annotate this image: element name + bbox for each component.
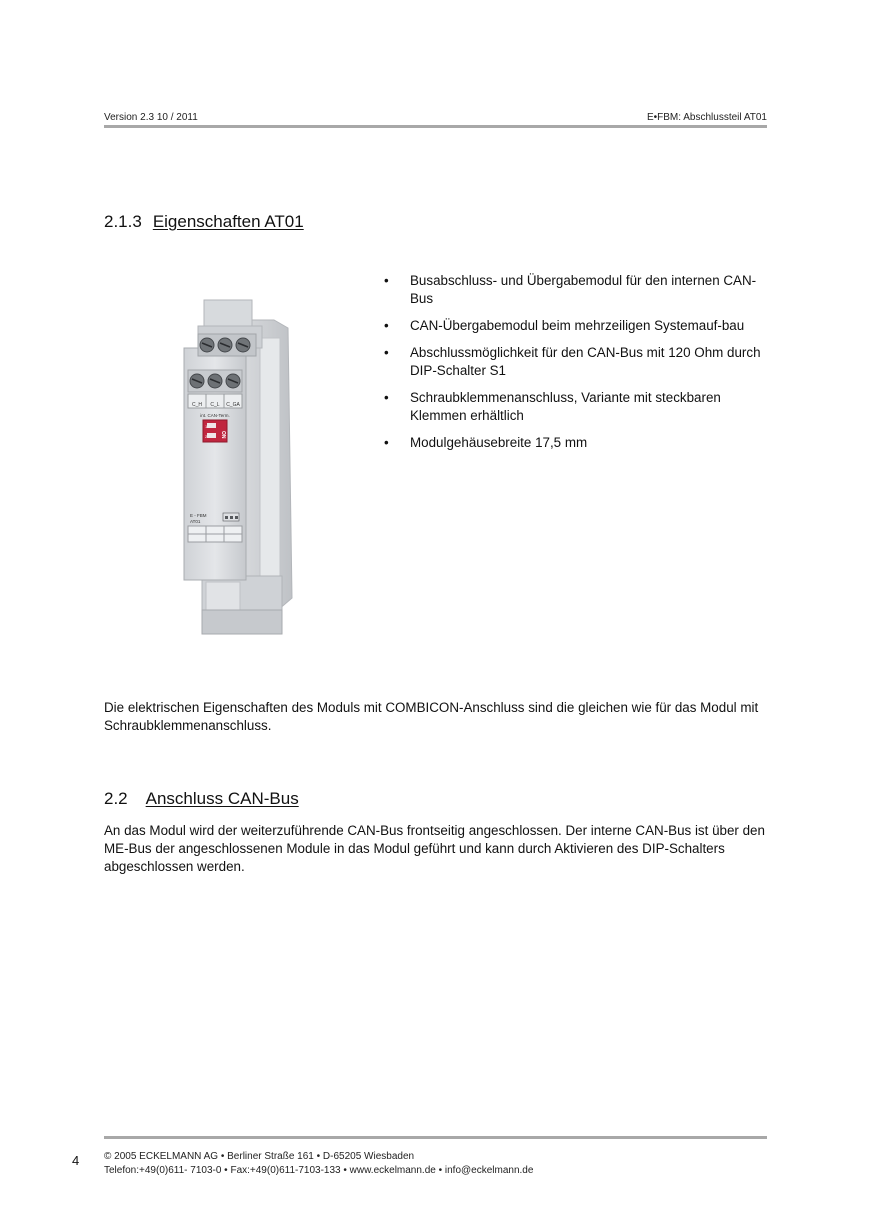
switch-on-label: ON <box>220 431 226 439</box>
switch-number-1: 1 <box>205 424 208 429</box>
header-rule <box>104 125 767 128</box>
header-doc-title: E•FBM: Abschlussteil AT01 <box>646 112 767 123</box>
list-item: • CAN-Übergabemodul beim mehrzeiligen Systemauf-bau <box>384 318 745 333</box>
section-number: 2.1.3 <box>104 212 142 231</box>
switch-caption: int. CAN-Term. <box>200 413 230 418</box>
dip-switch <box>203 420 227 442</box>
list-item-text: Abschlussmöglichkeit für den CAN-Bus mit 120 Ohm durch DIP-Schalter S1 <box>410 345 761 378</box>
list-item-text: Schraubklemmenanschluss, Variante mit steckbaren Klemmen erhältlich <box>410 390 721 423</box>
list-item: • Schraubklemmenanschluss, Variante mit steckbaren Klemmen erhältlich <box>384 390 721 423</box>
section-title: Eigenschaften AT01 <box>152 212 304 231</box>
properties-paragraph: Die elektrischen Eigenschaften des Moduls mit COMBICON-Anschluss sind die gleichen wie für das Modul mit Schraubklemmenanschluss. <box>104 700 759 733</box>
top-screw-terminals <box>198 334 256 356</box>
header-version: Version 2.3 10 / 2011 <box>104 112 198 123</box>
list-item-text: Busabschluss- und Übergabemodul für den internen CAN-Bus <box>410 273 757 306</box>
product-label-line1: E - FBM <box>190 513 207 518</box>
front-screw-terminals <box>188 370 242 392</box>
list-item: • Modulgehäusebreite 17,5 mm <box>384 435 588 450</box>
section-title: Anschluss CAN-Bus <box>145 789 299 808</box>
list-item: • Abschlussmöglichkeit für den CAN-Bus mit 120 Ohm durch DIP-Schalter S1 <box>384 345 761 378</box>
page-number: 4 <box>72 1153 80 1168</box>
feature-list <box>378 272 770 461</box>
footer-rule <box>104 1136 767 1139</box>
product-label-line2: AT01 <box>190 519 201 524</box>
list-item-text: Modulgehäusebreite 17,5 mm <box>410 435 588 450</box>
section-heading-2-2 <box>104 789 299 809</box>
footer-contact: Telefon:+49(0)611- 7103-0 • Fax:+49(0)611-7103-133 • www.eckelmann.de • info@eckelmann.de <box>104 1165 534 1176</box>
module-photo <box>176 298 296 638</box>
section-number: 2.2 <box>104 789 128 808</box>
switch-number-2: 2 <box>205 434 208 439</box>
list-item: • Busabschluss- und Übergabemodul für den internen CAN-Bus <box>384 273 757 306</box>
terminal-label-1: C_H <box>191 402 203 408</box>
list-item-text: CAN-Übergabemodul beim mehrzeiligen Systemauf-bau <box>410 318 745 333</box>
terminal-label-2: C_L <box>210 402 220 408</box>
can-bus-paragraph: An das Modul wird der weiterzuführende CAN-Bus frontseitig angeschlossen. Der interne CAN-Bus ist über den ME-Bus der angeschlossenen Module in das Modul geführt und kann durch Aktivieren des DIP-Schalters abgeschlossen werden. <box>104 823 765 874</box>
terminal-label-3: C_GA <box>226 402 240 408</box>
section-heading-2-1-3 <box>104 212 304 232</box>
footer-address: © 2005 ECKELMANN AG • Berliner Straße 161 • D-65205 Wiesbaden <box>104 1151 415 1162</box>
